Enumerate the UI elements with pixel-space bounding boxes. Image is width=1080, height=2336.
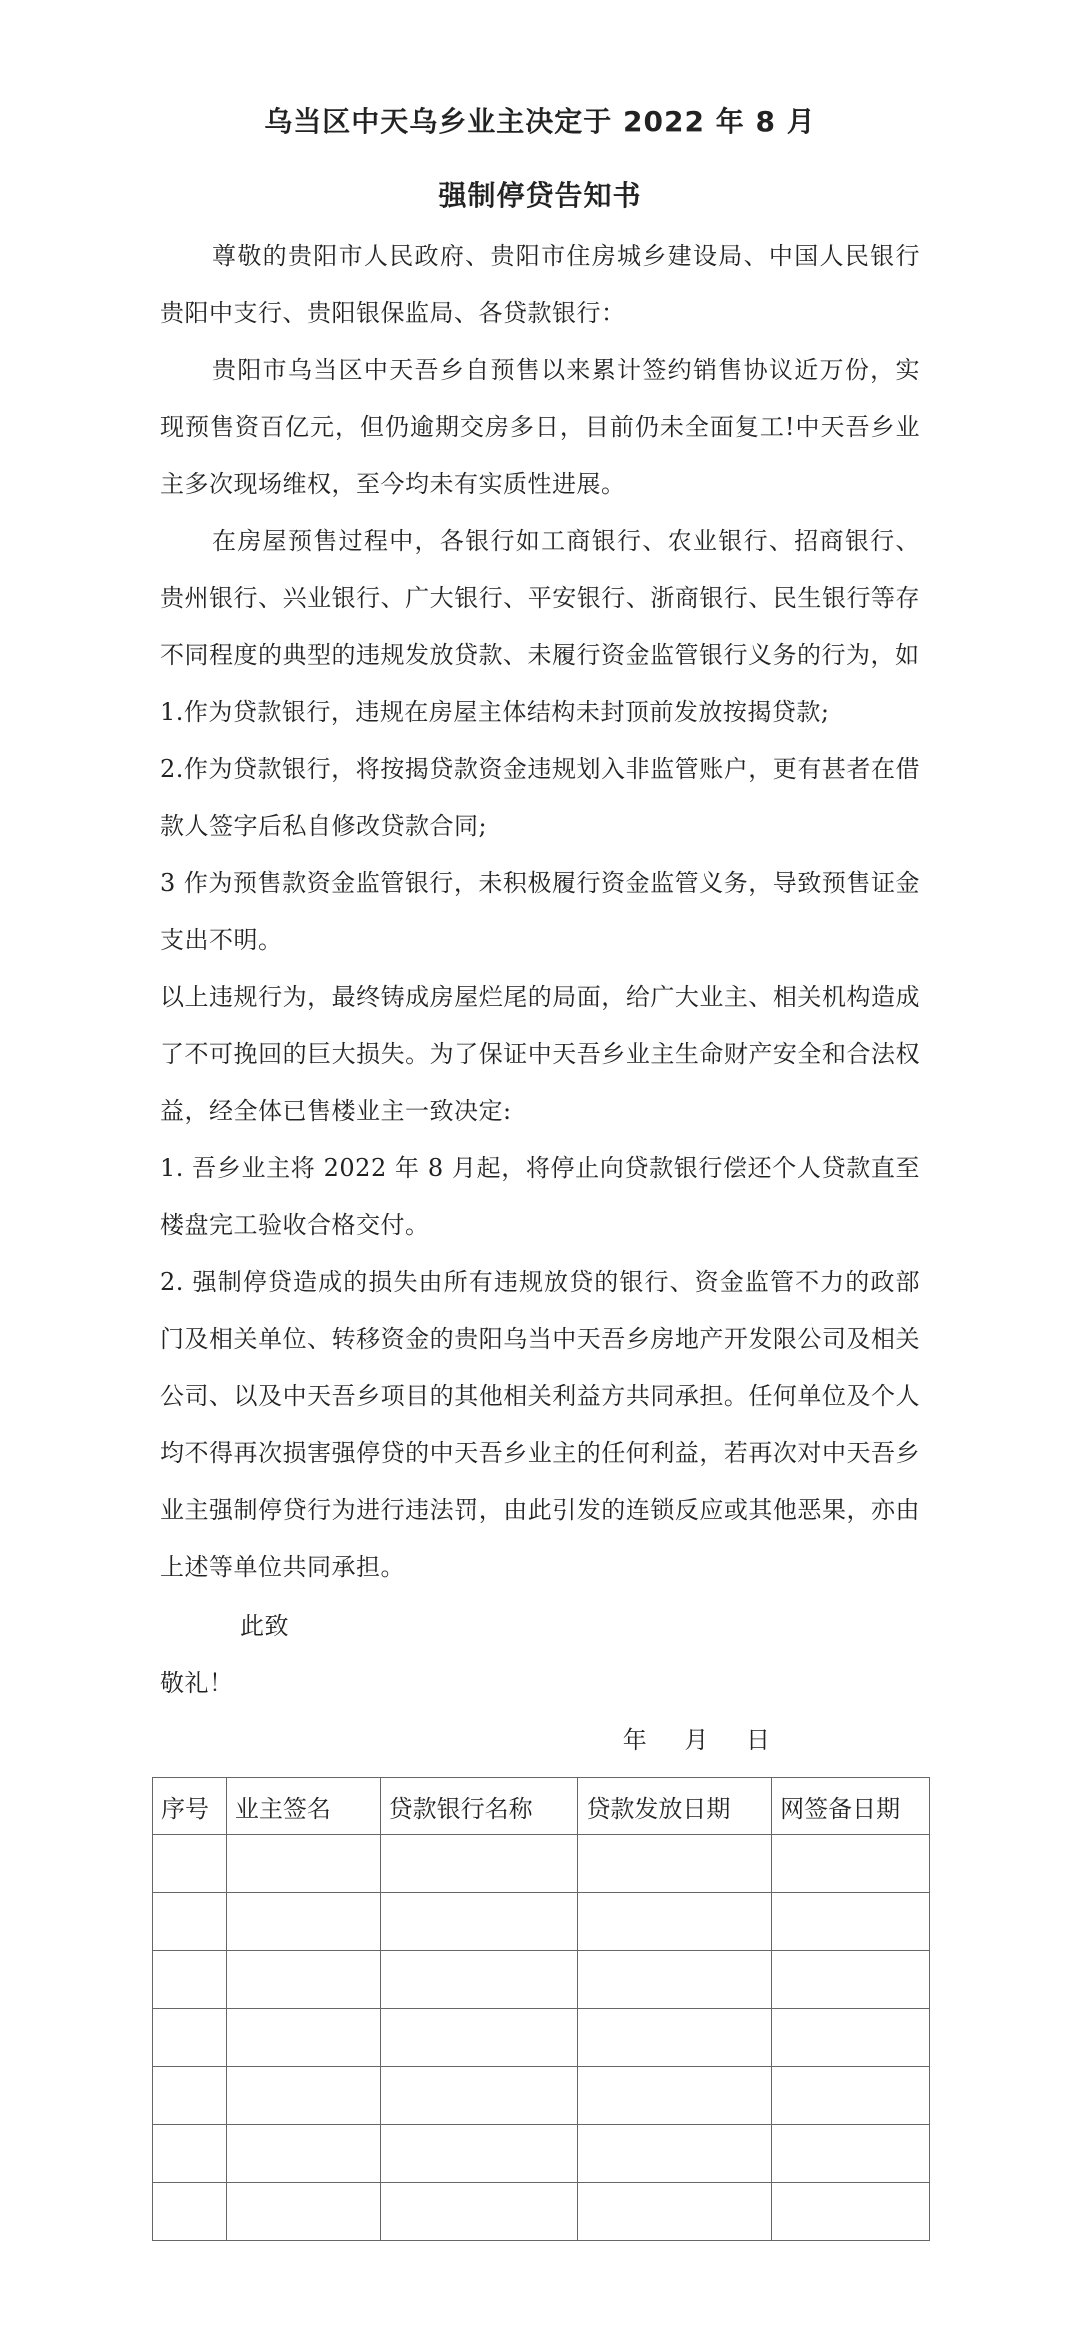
- table-cell[interactable]: [578, 2183, 772, 2241]
- table-cell[interactable]: [153, 1893, 227, 1951]
- paragraph-2: 在房屋预售过程中，各银行如工商银行、农业银行、招商银行、贵州银行、兴业银行、广大银行、平安银行、浙商银行、民生银行等存不同程度的典型的违规发放贷款、未履行资金监管银行义务的行为，如: [160, 527, 920, 669]
- decision-item-2: 2. 强制停贷造成的损失由所有违规放贷的银行、资金监管不力的政部门及相关单位、转移资金的贵阳乌当中天吾乡房地产开发限公司及相关公司、以及中天吾乡项目的其他相关利益方共同承担。任何单位及个人均不得再次损害强停贷的中天吾乡业主的任何利益，若再次对中天吾乡业主强制停贷行为进行违法罚，由此引发的连锁反应或其他恶果，亦由上述等单位共同承担。: [160, 1268, 920, 1581]
- table-cell[interactable]: [153, 2183, 227, 2241]
- table-cell[interactable]: [226, 1835, 380, 1893]
- table-cell[interactable]: [578, 1835, 772, 1893]
- header-owner-signature: 业主签名: [226, 1778, 380, 1835]
- table-header-row: [153, 1778, 930, 1835]
- table-cell[interactable]: [226, 2183, 380, 2241]
- table-cell[interactable]: [380, 2067, 578, 2125]
- table-cell[interactable]: [772, 2183, 930, 2241]
- table-cell[interactable]: [578, 2009, 772, 2067]
- decision-item-1: 1. 吾乡业主将 2022 年 8 月起，将停止向贷款银行偿还个人贷款直至楼盘完工验收合格交付。: [160, 1154, 920, 1239]
- table-cell[interactable]: [226, 2009, 380, 2067]
- table-cell[interactable]: [380, 1835, 578, 1893]
- document-title-line1: 乌当区中天乌乡业主决定于 2022 年 8 月: [264, 105, 816, 138]
- table-cell[interactable]: [772, 1951, 930, 2009]
- table-cell[interactable]: [380, 2009, 578, 2067]
- table-cell[interactable]: [578, 2067, 772, 2125]
- paragraph-3: 以上违规行为，最终铸成房屋烂尾的局面，给广大业主、相关机构造成了不可挽回的巨大损失。为了保证中天吾乡业主生命财产安全和合法权益，经全体已售楼业主一致决定:: [160, 983, 920, 1125]
- document-title-line2: 强制停贷告知书: [438, 179, 642, 212]
- table-cell[interactable]: [578, 1893, 772, 1951]
- date-line: 年 月 日: [622, 1726, 770, 1754]
- salutation: 尊敬的贵阳市人民政府、贵阳市住房城乡建设局、中国人民银行贵阳中支行、贵阳银保监局、各贷款银行：: [160, 242, 920, 327]
- table-cell[interactable]: [772, 1893, 930, 1951]
- table-cell[interactable]: [226, 1893, 380, 1951]
- closing-line-2: 敬礼！: [160, 1669, 234, 1697]
- table-cell[interactable]: [153, 1835, 227, 1893]
- table-row: [153, 1951, 930, 2009]
- table-row: [153, 2067, 930, 2125]
- table-cell[interactable]: [772, 2125, 930, 2183]
- table-row: [153, 2009, 930, 2067]
- signature-table: [152, 1777, 930, 2241]
- table-cell[interactable]: [153, 2067, 227, 2125]
- table-row: [153, 2125, 930, 2183]
- violation-item-3: 3 作为预售款资金监管银行，未积极履行资金监管义务，导致预售证金支出不明。: [160, 869, 920, 954]
- table-cell[interactable]: [772, 2067, 930, 2125]
- header-contract-date: 网签备日期: [772, 1778, 930, 1835]
- table-cell[interactable]: [380, 1951, 578, 2009]
- header-loan-date: 贷款发放日期: [578, 1778, 772, 1835]
- table-cell[interactable]: [153, 1951, 227, 2009]
- closing-line-1: 此致: [240, 1612, 289, 1640]
- table-cell[interactable]: [578, 2125, 772, 2183]
- table-cell[interactable]: [153, 2009, 227, 2067]
- table-cell[interactable]: [380, 2125, 578, 2183]
- paragraph-1: 贵阳市乌当区中天吾乡自预售以来累计签约销售协议近万份，实现预售资百亿元，但仍逾期交房多日，目前仍未全面复工!中天吾乡业主多次现场维权，至今均未有实质性进展。: [160, 356, 920, 498]
- table-cell[interactable]: [226, 2067, 380, 2125]
- header-index: 序号: [153, 1778, 227, 1835]
- table-cell[interactable]: [226, 2125, 380, 2183]
- header-bank-name: 贷款银行名称: [380, 1778, 578, 1835]
- table-cell[interactable]: [153, 2125, 227, 2183]
- table-row: [153, 1835, 930, 1893]
- table-cell[interactable]: [380, 2183, 578, 2241]
- violation-item-2: 2.作为贷款银行，将按揭贷款资金违规划入非监管账户，更有甚者在借款人签字后私自修改贷款合同;: [160, 755, 920, 840]
- table-row: [153, 2183, 930, 2241]
- table-cell[interactable]: [772, 1835, 930, 1893]
- table-cell[interactable]: [226, 1951, 380, 2009]
- table-cell[interactable]: [380, 1893, 578, 1951]
- violation-item-1: 1.作为贷款银行，违规在房屋主体结构未封顶前发放按揭贷款;: [160, 698, 830, 726]
- table-cell[interactable]: [578, 1951, 772, 2009]
- table-row: [153, 1893, 930, 1951]
- table-cell[interactable]: [772, 2009, 930, 2067]
